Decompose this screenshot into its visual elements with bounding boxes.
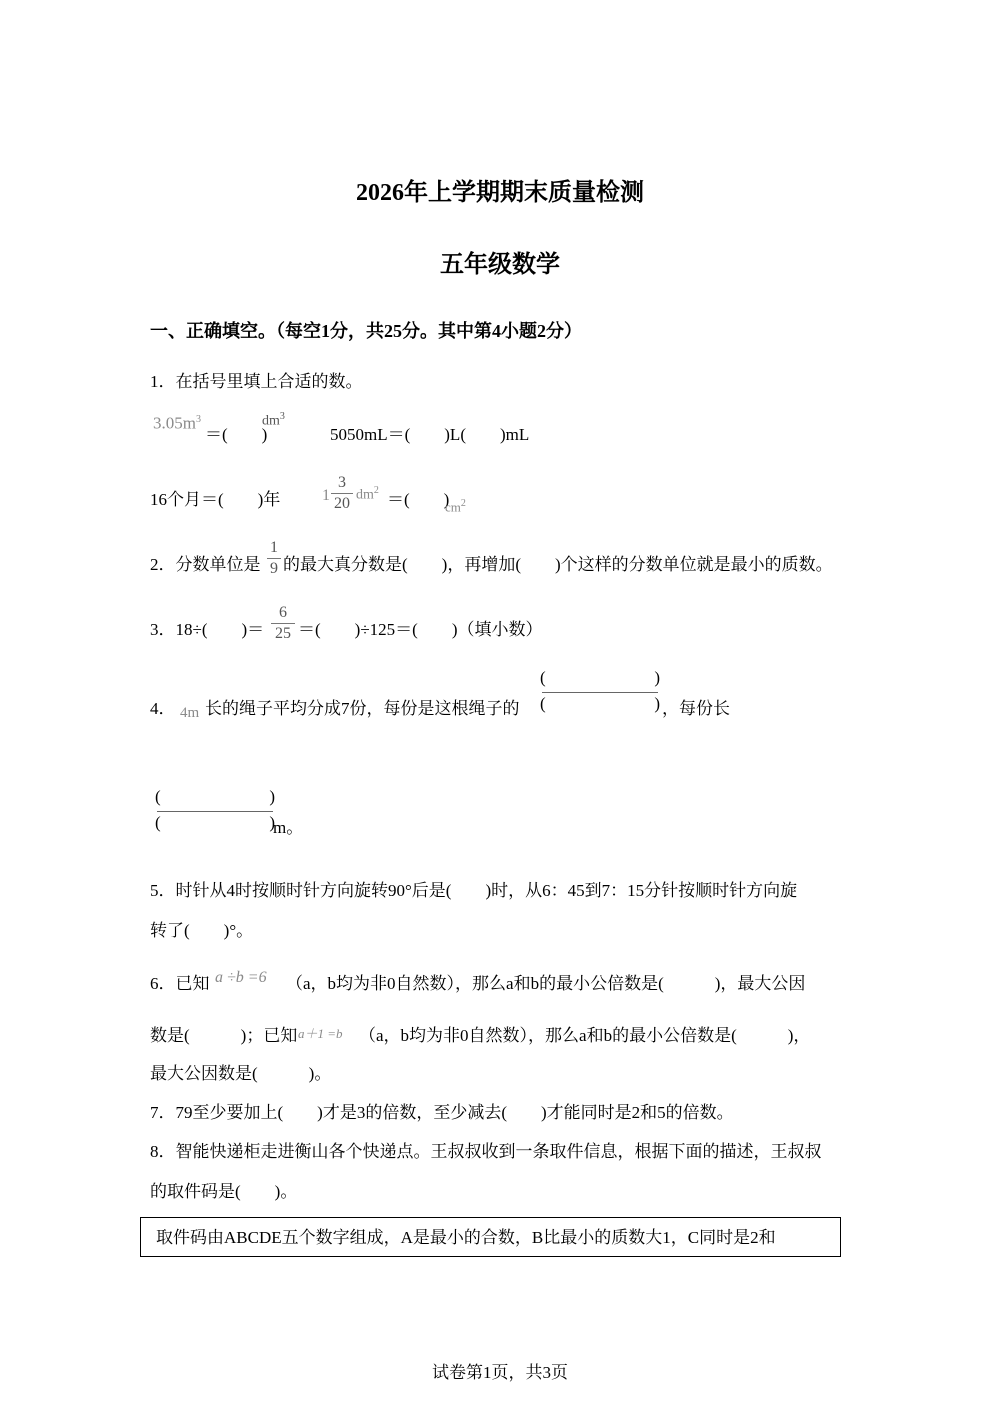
q2-denominator: 9	[270, 560, 278, 577]
fraction-bar	[267, 558, 281, 559]
q6-expr1: a ÷b =6	[215, 969, 267, 986]
q1-d-unit-text: dm	[356, 487, 374, 503]
q1-a-unit	[262, 411, 285, 430]
q6-line3: 最大公因数是( )。	[150, 1064, 332, 1083]
q1-d-unit2-text: cm	[445, 499, 461, 515]
q1-d-unit	[356, 485, 379, 504]
q6-expr2: a＋1 =b	[298, 1026, 343, 1041]
q5-line1: 5．时针从4时按顺时针方向旋转90°后是( )时，从6：45到7：15分针按顺时针方向旋	[150, 881, 798, 900]
q4-fraction-blank-2[interactable]	[153, 787, 277, 837]
q2-fraction	[267, 540, 281, 577]
q4-length: 4m	[180, 705, 200, 721]
page-footer: 试卷第1页，共3页	[432, 1363, 568, 1382]
q2-prefix: 2．分数单位是	[150, 555, 261, 574]
exam-title: 2026年上学期期末质量检测	[356, 180, 644, 206]
q3-numerator: 6	[279, 604, 287, 621]
q1-a-volume	[153, 410, 201, 434]
q3-denominator: 25	[275, 625, 291, 642]
paren-close: )	[654, 694, 660, 713]
q8-line1: 8．智能快递柜走进衡山各个快递点。王叔叔收到一条取件信息，根据下面的描述，王叔叔	[150, 1142, 822, 1161]
q1-d-unit2-sup: 2	[460, 498, 466, 509]
q6-line2-a: 数是( )；已知	[150, 1026, 298, 1045]
q1-d-whole: 1	[322, 487, 330, 504]
fraction-bar	[542, 692, 658, 693]
q4-unit: m。	[273, 818, 304, 837]
q3-fraction	[271, 605, 295, 642]
q1-a-unit-sup: 3	[279, 411, 285, 422]
subject-title: 五年级数学	[440, 252, 560, 278]
q2-suffix: 的最大真分数是( )，再增加( )个这样的分数单位就是最小的质数。	[283, 555, 833, 574]
q1-d-equals: ＝( )	[387, 490, 450, 509]
q8-line2: 的取件码是( )。	[150, 1182, 298, 1201]
paren-open: (	[540, 694, 546, 713]
q8-box-text: 取件码由ABCDE五个数字组成，A是最小的合数，B比最小的质数大1，C同时是2和	[156, 1228, 776, 1247]
q1-d-fraction	[331, 475, 353, 512]
q1-b: 5050mL＝( )L( )mL	[330, 425, 530, 444]
q1-a-equals: ＝( )	[205, 425, 268, 444]
q7: 7．79至少要加上( )才是3的倍数，至少减去( )才能同时是2和5的倍数。	[150, 1103, 734, 1122]
q5-line2: 转了( )°。	[150, 921, 254, 940]
paren-open: (	[155, 787, 161, 806]
q4-fraction-blank-1[interactable]	[538, 668, 662, 718]
q1-a-unit-text: dm	[262, 413, 280, 429]
q6-prefix: 6．已知	[150, 974, 210, 993]
fraction-bar	[331, 493, 353, 494]
q1-c: 16个月＝( )年	[150, 490, 281, 509]
paren-open: (	[155, 813, 161, 832]
q6-mid1: （a，b均为非0自然数），那么a和b的最小公倍数是( )，最大公因	[286, 974, 806, 993]
question-1-label: 1．在括号里填上合适的数。	[150, 372, 363, 391]
q1-d-unit2	[445, 498, 466, 515]
q1-a-sup: 3	[195, 414, 201, 425]
paren-open: (	[540, 668, 546, 687]
fraction-bar	[157, 811, 273, 812]
q1-d-denominator: 20	[334, 495, 350, 512]
q8-info-box	[140, 1217, 841, 1257]
q4-prefix: 4．	[150, 699, 176, 718]
paren-close: )	[269, 813, 275, 832]
q4-after: ，每份长	[662, 699, 730, 718]
q1-a-left: 3.05m	[153, 413, 196, 433]
q6-line2-b: （a，b均为非0自然数），那么a和b的最小公倍数是( )，	[359, 1026, 811, 1045]
q3-prefix: 3．18÷( )＝	[150, 620, 265, 639]
fraction-bar	[271, 623, 295, 624]
section-heading: 一、正确填空。（每空1分，共25分。其中第4小题2分）	[150, 321, 582, 341]
paren-close: )	[269, 787, 275, 806]
paren-close: )	[654, 668, 660, 687]
q2-numerator: 1	[270, 539, 278, 556]
q1-d-numerator: 3	[338, 474, 346, 491]
q1-d-unit-sup: 2	[373, 485, 379, 496]
q3-suffix: ＝( )÷125＝( )（填小数）	[298, 620, 543, 639]
q4-text: 长的绳子平均分成7份，每份是这根绳子的	[205, 699, 520, 718]
